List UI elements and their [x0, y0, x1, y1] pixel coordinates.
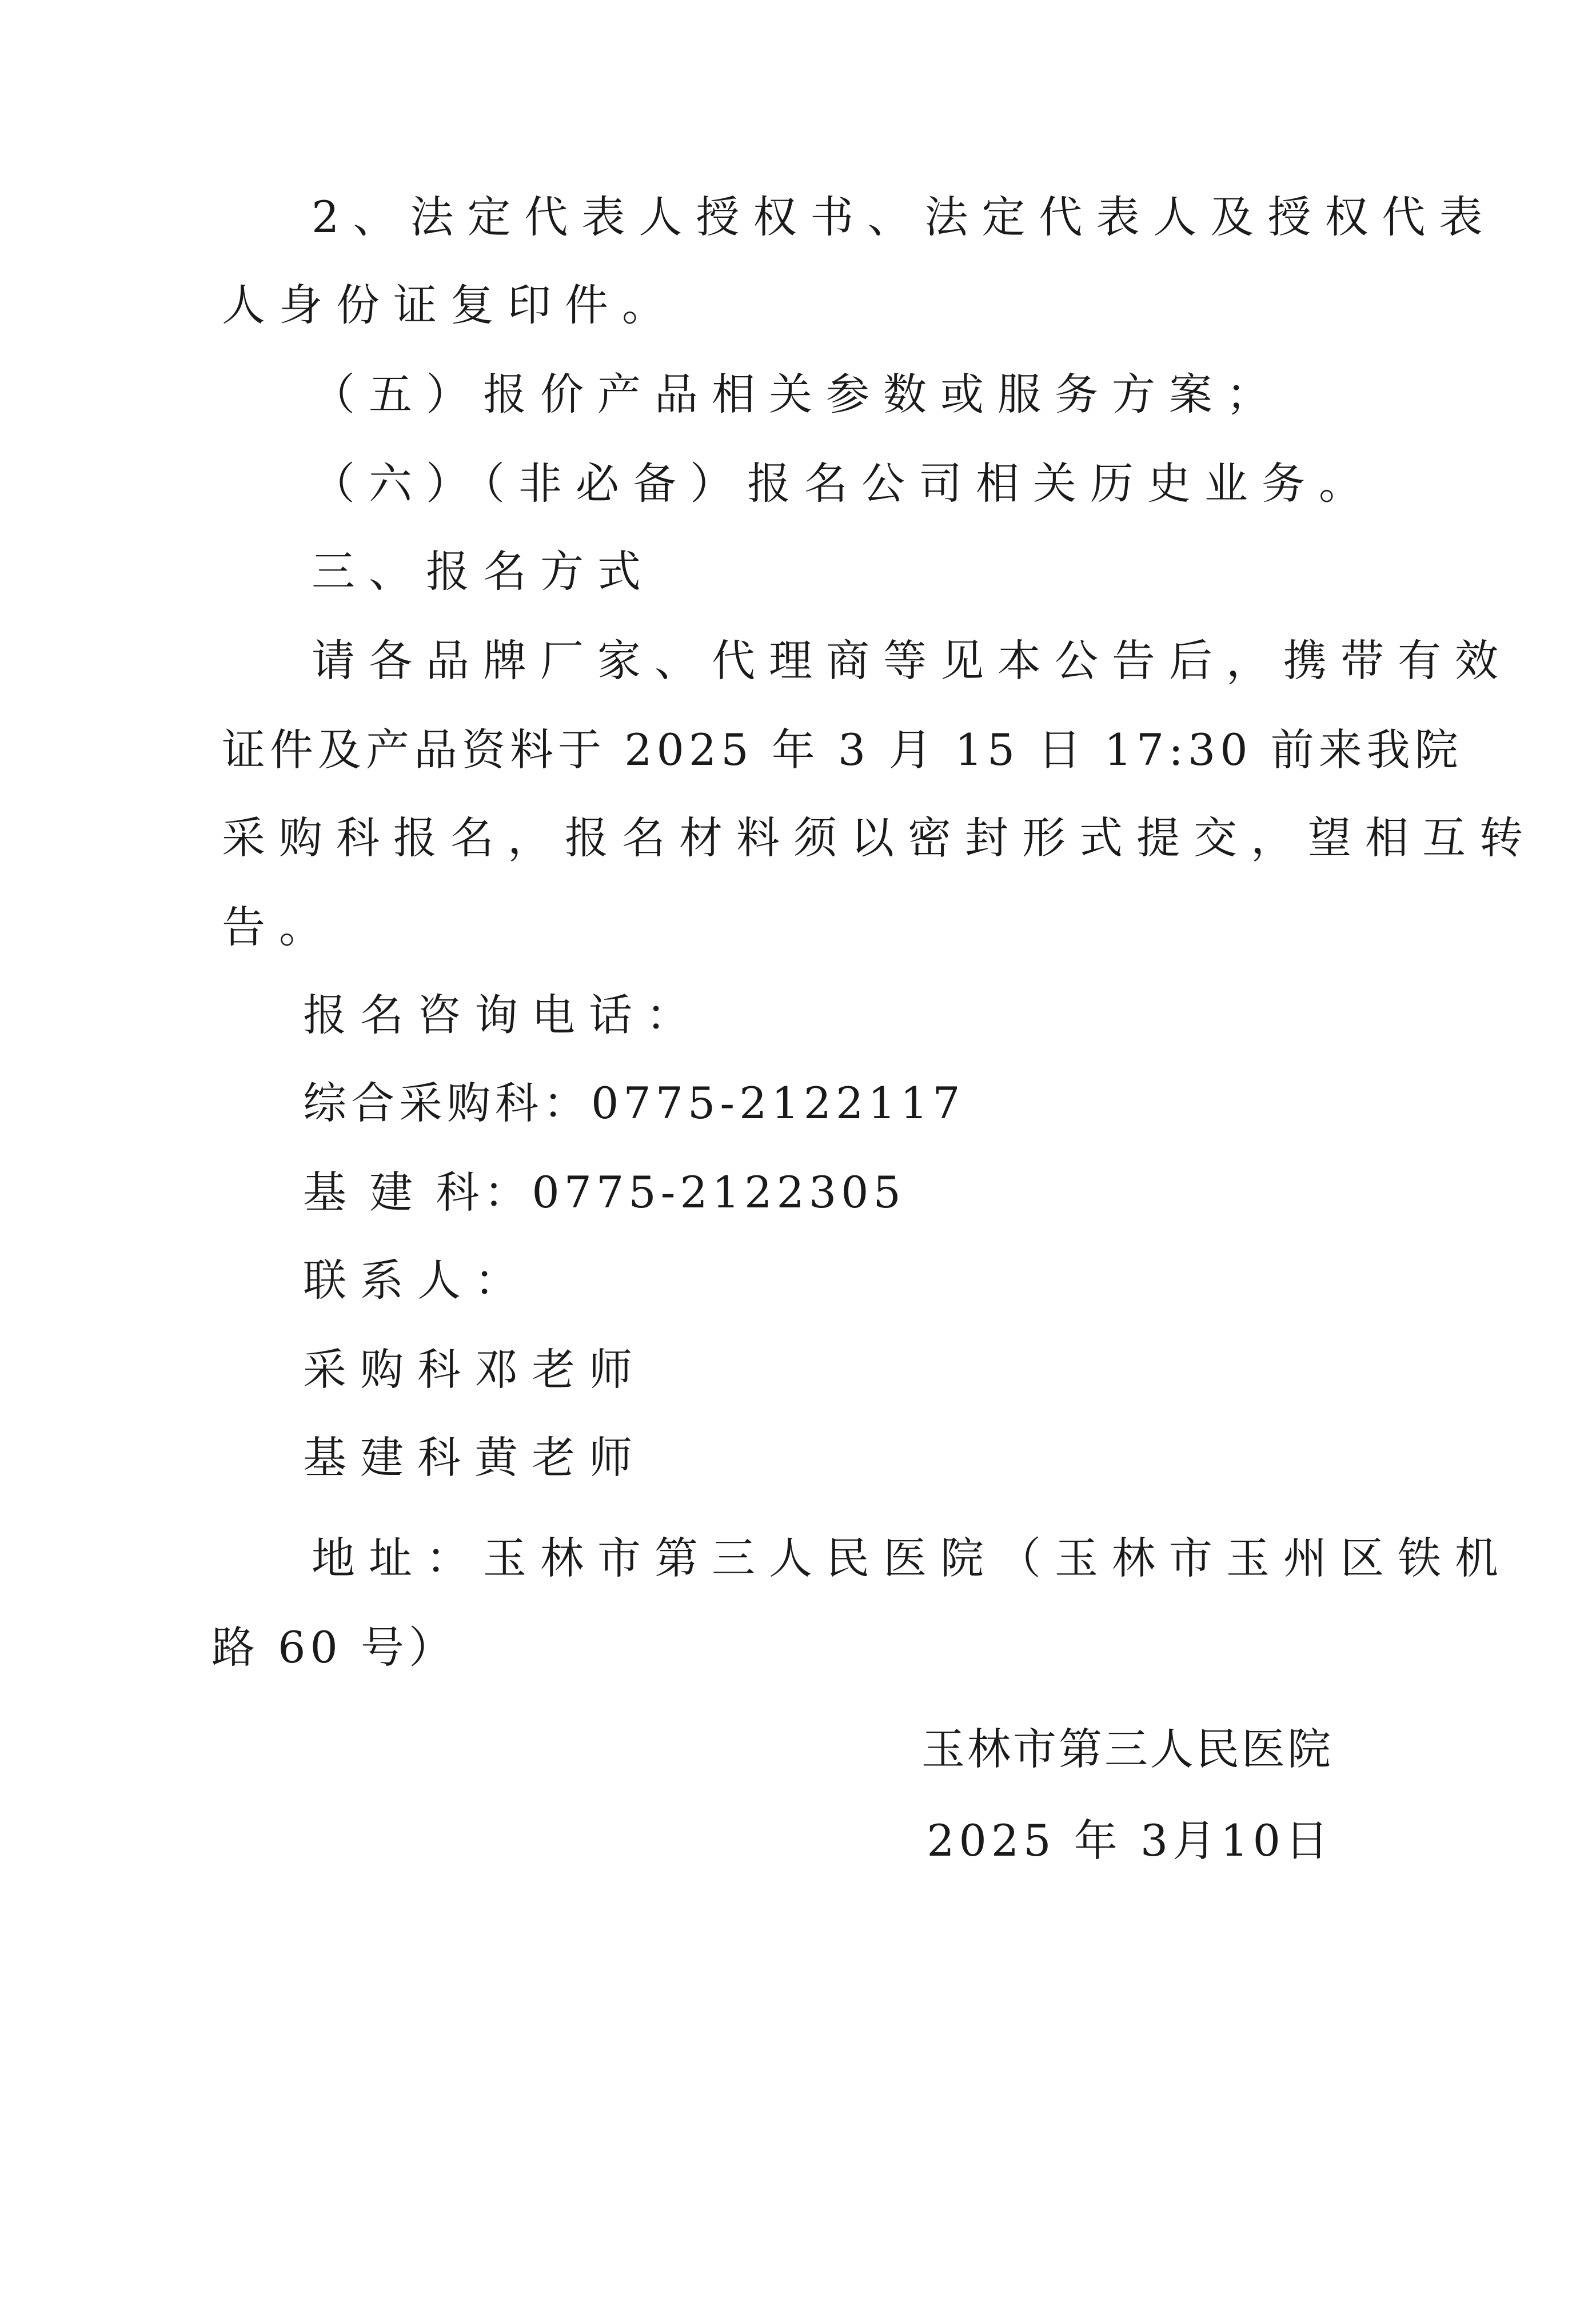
item-six: （六）（非必备）报名公司相关历史业务。 [312, 458, 1376, 509]
para-registration-3: 采购科报名，报名材料须以密封形式提交，望相互转 [222, 812, 1537, 863]
signature-date: 2025 年 3月10日 [927, 1815, 1333, 1866]
para-registration-2: 证件及产品资料于 2025 年 3 月 15 日 17:30 前来我院 [222, 724, 1463, 775]
para-authorization-item: 2、法定代表人授权书、法定代表人及授权代表 [312, 192, 1497, 242]
para-authorization-item-cont: 人身份证复印件。 [222, 280, 679, 330]
address-line-2: 路 60 号） [212, 1622, 457, 1673]
item-five: （五）报价产品相关参数或服务方案； [312, 369, 1283, 420]
contact-phone-procurement: 综合采购科：0775-2122117 [303, 1078, 965, 1128]
contact-phone-construction: 基 建 科：0775-2122305 [303, 1167, 905, 1218]
contact-phone-heading: 报名咨询电话： [303, 990, 703, 1040]
address-line-1: 地址：玉林市第三人民医院（玉林市玉州区铁机 [312, 1533, 1512, 1584]
signature-org: 玉林市第三人民医院 [921, 1724, 1333, 1774]
contact-person-heading: 联系人： [303, 1255, 532, 1306]
contact-person-construction: 基建科黄老师 [303, 1432, 646, 1483]
para-registration-1: 请各品牌厂家、代理商等见本公告后，携带有效 [312, 635, 1512, 686]
section-heading-registration: 三、报名方式 [312, 546, 655, 597]
para-registration-4: 告。 [222, 902, 336, 952]
contact-person-procurement: 采购科邓老师 [303, 1344, 646, 1395]
